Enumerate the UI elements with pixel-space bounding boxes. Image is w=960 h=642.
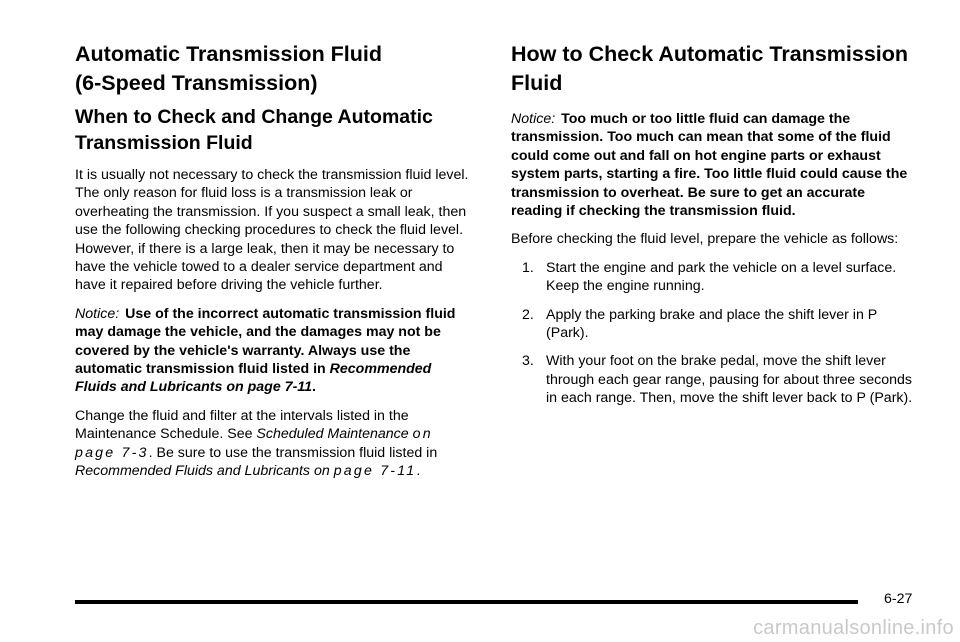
recommended-fluids-page-reference: page 7-11 bbox=[333, 463, 417, 480]
page-number: 6-27 bbox=[884, 591, 913, 607]
check-notice-label: Notice: bbox=[511, 111, 556, 127]
fluid-loss-paragraph: It is usually not necessary to check the transmission fluid level. The only reason for fluid loss is a transmission leak or overheating the transmission. If you suspect a small leak, then use the following checking procedures to check the fluid level. However, if there is a large leak, then it may be necessary to have the vehicle towed to a dealer service department and have it repaired before driving the vehicle further. bbox=[75, 167, 469, 294]
check-fluid-title-line1: How to Check Automatic Transmission bbox=[511, 42, 909, 66]
change-fluid-paragraph bbox=[75, 407, 475, 481]
check-fluid-title bbox=[511, 40, 913, 98]
check-notice-paragraph bbox=[511, 110, 913, 220]
step-number: 3. bbox=[522, 353, 534, 370]
prepare-steps-list bbox=[511, 259, 913, 408]
change-fluid-text-a: Change the fluid and filter at the intervals listed in the Maintenance Schedule. See bbox=[75, 407, 409, 443]
subsection-title bbox=[75, 104, 475, 156]
check-notice-text: Too much or too little fluid can damage the transmission. Too much can mean that some of the fluid could come out and fall on hot engine parts or exhaust system parts, starting a fire. Too little fluid could cause the transmission to overheat. Be sure to get an accurate reading if checking the transmission fluid. bbox=[511, 111, 908, 220]
notice-label: Notice: bbox=[75, 305, 120, 322]
prepare-intro: Before checking the fluid level, prepare the vehicle as follows: bbox=[511, 231, 899, 248]
step-number: 1. bbox=[522, 259, 534, 276]
recommended-fluids-reference-2: Recommended Fluids and Lubricants on bbox=[75, 463, 330, 480]
list-item bbox=[511, 306, 913, 343]
step-number: 2. bbox=[522, 306, 534, 323]
notice-text: Use of the incorrect automatic transmission fluid may damage the vehicle, and the damages may not be covered by the vehicle's warranty. Always use the automatic transmission fluid listed in bbox=[75, 305, 456, 378]
right-column bbox=[511, 40, 913, 418]
notice-paragraph bbox=[75, 305, 475, 397]
section-title-line2: (6-Speed Transmission) bbox=[75, 71, 318, 95]
list-item bbox=[511, 259, 913, 296]
check-fluid-title-line2: Fluid bbox=[511, 71, 563, 95]
step-text: With your foot on the brake pedal, move the shift lever through each gear range, pausing for about three seconds in each range. Then, move the shift lever back to P (Park). bbox=[546, 353, 913, 407]
recommended-fluids-reference: Recommended Fluids and Lubricants on page 7-11 bbox=[75, 361, 432, 396]
change-fluid-text-b: . Be sure to use the transmission fluid listed in bbox=[148, 444, 438, 461]
change-fluid-end: . bbox=[416, 463, 421, 480]
scheduled-maintenance-reference: Scheduled Maintenance bbox=[256, 426, 409, 443]
footer-rule bbox=[75, 600, 858, 604]
step-text: Apply the parking brake and place the shift lever in P (Park). bbox=[546, 306, 877, 342]
left-column bbox=[75, 40, 475, 491]
subsection-title-line2: Transmission Fluid bbox=[75, 132, 253, 154]
section-title bbox=[75, 40, 475, 98]
scheduled-maintenance-page-reference: on page 7-3 bbox=[75, 426, 433, 461]
list-item bbox=[511, 352, 913, 407]
step-text: Start the engine and park the vehicle on a level surface. Keep the engine running. bbox=[546, 259, 897, 295]
subsection-title-line1: When to Check and Change Automatic bbox=[75, 106, 433, 128]
notice-end: . bbox=[312, 379, 316, 396]
watermark: carmanualsonline.info bbox=[753, 617, 954, 639]
section-title-line1: Automatic Transmission Fluid bbox=[75, 42, 383, 66]
